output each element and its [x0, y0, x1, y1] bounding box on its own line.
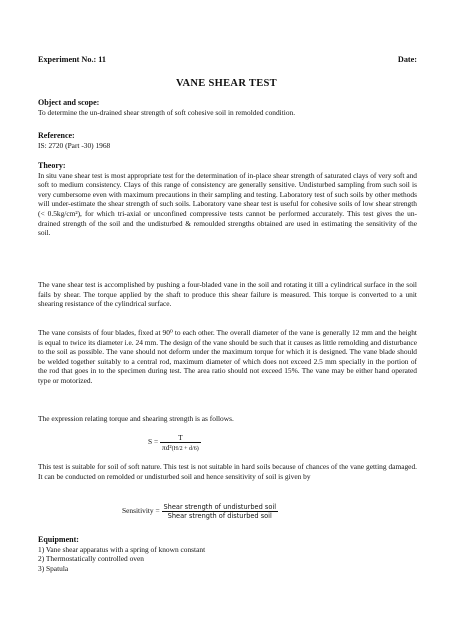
equation-fraction [160, 433, 201, 452]
theory-section [38, 161, 417, 238]
theory-paragraph-3: The vane consists of four blades, fixed at 90⁰ to each other. The overall diameter of the vane is generally 12 mm and the height is equal to twice its diameter i.e. 24 mm. The design of the vane should be such that it causes as little remolding and disturbance to the soil as possible. The vane should not deform under the maximum torque for which it is designed. The vane blade should be welded together suitably to a central rod, maximum diameter of which does not exceed 2.5 mm specially in the portion of the rod that goes in to the specimen during test. The area ratio should not exceed 15%. The vane may be either hand operated type or motorized. [38, 328, 417, 385]
reference-text: IS: 2720 (Part -30) 1968 [38, 140, 111, 150]
experiment-number: Experiment No.: 11 [38, 55, 106, 64]
theory-heading: Theory: [38, 161, 66, 170]
object-section [38, 98, 417, 117]
equation-lhs: S = [148, 437, 159, 447]
theory-paragraph-4: The expression relating torque and shearing strength is as follows. [38, 414, 234, 423]
equipment-section [38, 535, 417, 574]
reference-section [38, 131, 417, 150]
sensitivity-lhs: Sensitivity = [122, 506, 160, 516]
sensitivity-fraction [162, 503, 279, 520]
theory-paragraph-5: This test is suitable for soil of soft nature. This test is not suitable in hard soils because of chances of the vane getting damaged. It can be conducted on remolded or undisturbed soil and hence sensitivity of soil is given by [38, 462, 417, 481]
sensitivity-numerator: Shear strength of undisturbed soil [163, 503, 277, 511]
equation-denominator-a: πd² [162, 443, 172, 452]
shear-strength-equation [148, 433, 201, 452]
document-title: VANE SHEAR TEST [176, 78, 277, 89]
theory-paragraph-2: The vane shear test is accomplished by pushing a four-bladed vane in the soil and rotating it till a cylindrical surface in the soil fails by shear. The torque applied by the shaft to produce this shear failure is measured. This torque is converted to a unit shearing resistance of the cylindrical surface. [38, 280, 417, 309]
equation-denominator [160, 443, 201, 452]
equipment-item: 2) Thermostatically controlled oven [38, 554, 144, 564]
theory-paragraph-1: In situ vane shear test is most appropriate test for the determination of in-place shear strength of saturated clays of very soft and soft to medium consistency. Clays of this range of consistency are generally sensitive. Undisturbed sampling from such soil is very cumbersome even with maximum precautions in their sampling and testing. Laboratory test of such soils by other methods will under-estimate the shear strength of such soils. Laboratory vane shear test is useful for cohesive soils of low shear strength (< 0.5kg/cm²), for which tri-axial or unconfined compressive tests cannot be performed accurately. This test gives the un-drained strength of the soil and the undisturbed & remoulded strengths obtained are used in estimating the sensitivity of the soil. [38, 170, 417, 238]
reference-heading: Reference: [38, 131, 75, 140]
equation-denominator-b: (H/2 + d/6) [171, 446, 199, 452]
date-label: Date: [397, 55, 417, 64]
equipment-heading: Equipment: [38, 535, 79, 544]
sensitivity-equation [122, 503, 278, 520]
object-heading: Object and scope: [38, 98, 100, 107]
equipment-item: 1) Vane shear apparatus with a spring of known constant [38, 544, 206, 554]
equipment-item: 3) Spatula [38, 564, 69, 574]
equipment-list [38, 545, 417, 574]
equation-numerator: T [160, 433, 201, 443]
sensitivity-denominator: Shear strength of disturbed soil [167, 512, 272, 520]
page-header [38, 55, 417, 64]
object-text: To determine the un-drained shear strength of soft cohesive soil in remolded condition. [38, 107, 296, 117]
